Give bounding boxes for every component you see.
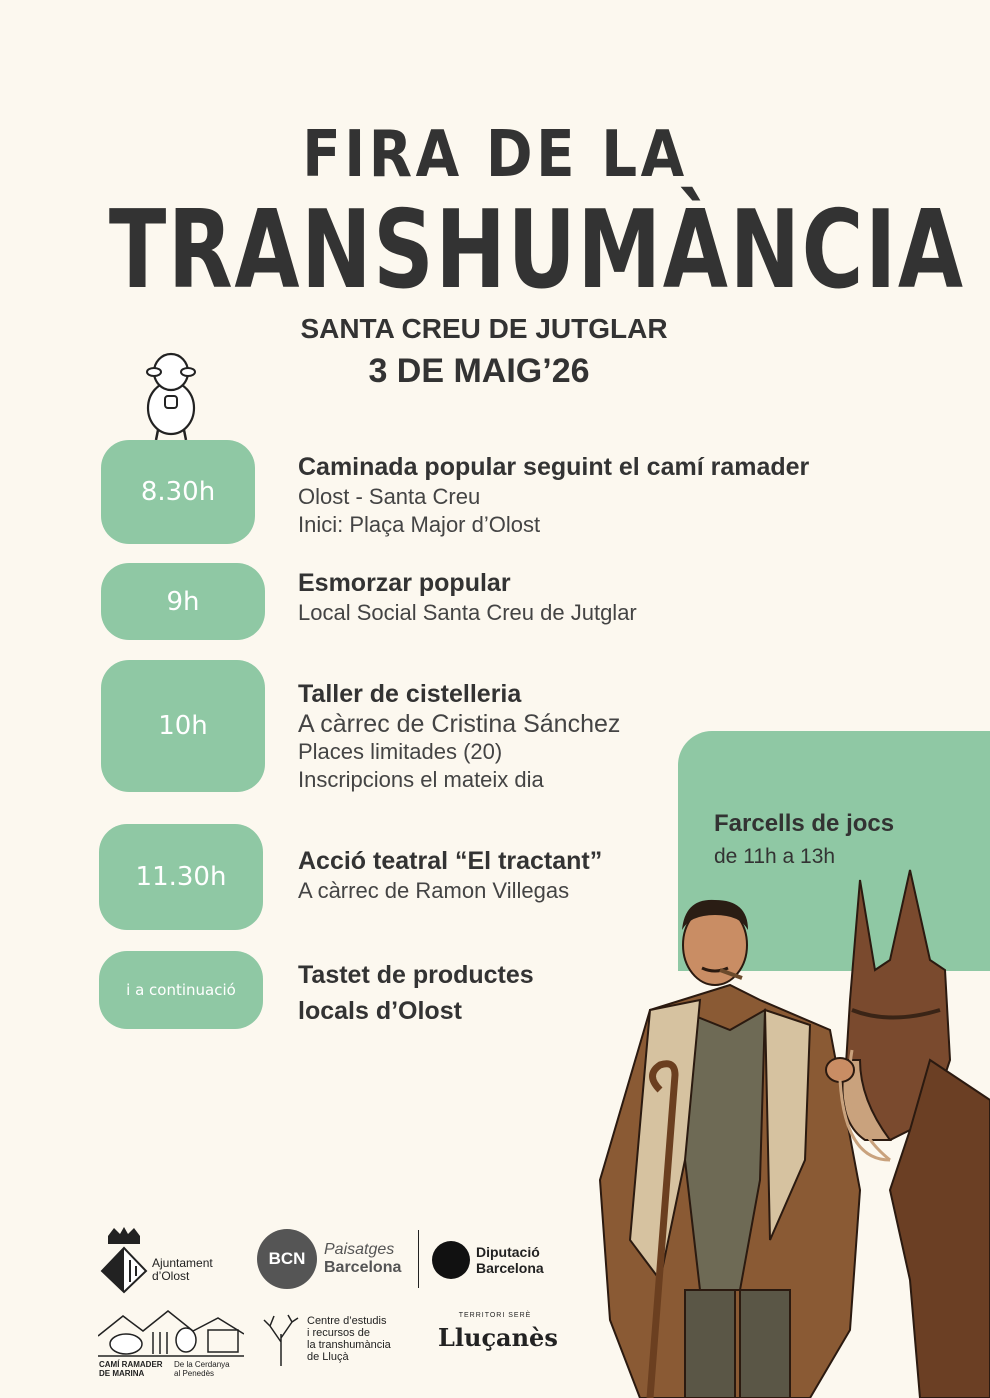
event-title: Caminada popular seguint el camí ramader (298, 453, 810, 481)
time-pill-2: 9h (101, 563, 265, 640)
llucanes-tagline: TERRITORI SERÈ (458, 1312, 532, 1319)
event-detail: Olost - Santa Creu (298, 484, 481, 509)
logo-text: i recursos de (307, 1327, 370, 1339)
logo-text: Diputació (476, 1244, 540, 1260)
logo-text: Barcelona (476, 1260, 544, 1276)
time-pill-1: 8.30h (101, 440, 255, 544)
sheep-icon (140, 350, 202, 442)
logo-text: CAMÍ RAMADER (99, 1360, 163, 1369)
logo-text: Ajuntament (152, 1256, 213, 1270)
event-2 (298, 568, 637, 627)
logo-divider (418, 1230, 419, 1288)
event-3 (298, 679, 620, 794)
side-event-title: Farcells de jocs (714, 810, 895, 837)
logo-text: al Penedès (174, 1369, 215, 1378)
side-event-time: de 11h a 13h (714, 845, 836, 868)
event-location: SANTA CREU DE JUTGLAR (300, 313, 668, 344)
ajuntament-olost-crest-icon (100, 1226, 148, 1294)
logo-text: DE MARINA (99, 1369, 145, 1378)
event-detail: Places limitades (20) (298, 739, 503, 764)
logo-text: d’Olost (152, 1269, 190, 1283)
event-1 (298, 452, 809, 539)
time-pill-3: 10h (101, 660, 265, 792)
diputacio-barcelona-icon (432, 1241, 470, 1279)
event-title: Esmorzar popular (298, 569, 511, 597)
logo-text: la transhumància (307, 1339, 391, 1351)
centre-estudis-logo (307, 1315, 391, 1363)
bcn-badge-logo: BCN (257, 1229, 317, 1289)
event-4 (298, 846, 602, 905)
logo-text: Centre d’estudis (307, 1315, 387, 1327)
event-title: Acció teatral “El tractant” (298, 847, 603, 875)
title-line-1: FIRA DE LA (302, 118, 688, 192)
logo-text: de Lluçà (307, 1351, 349, 1363)
cami-ramader-route (174, 1360, 230, 1378)
centre-estudis-tree-icon (262, 1314, 300, 1366)
time-pill-4: 11.30h (99, 824, 263, 930)
time-pill-5: i a continuació (99, 951, 263, 1029)
event-detail: A càrrec de Cristina Sánchez (298, 710, 621, 738)
title-line-2: TRANSHUMÀNCIA (108, 188, 965, 313)
event-date: 3 DE MAIG’26 (368, 352, 590, 390)
logo-text: Barcelona (324, 1259, 402, 1276)
event-5 (298, 957, 534, 1029)
llucanes-logo: Lluçanès (438, 1323, 558, 1352)
paisatges-barcelona-logo (324, 1241, 401, 1277)
man-with-mule-illustration (590, 860, 990, 1398)
logo-text: De la Cerdanya (174, 1360, 230, 1369)
event-detail: Inici: Plaça Major d’Olost (298, 512, 541, 537)
event-detail: Local Social Santa Creu de Jutglar (298, 600, 637, 625)
cami-ramader-landscape-icon (98, 1306, 244, 1362)
event-title: Tastet de productes (298, 961, 534, 989)
logo-text: Paisatges (324, 1241, 395, 1258)
ajuntament-olost-logo (152, 1257, 213, 1283)
event-title: locals d’Olost (298, 997, 462, 1025)
event-title: Taller de cistelleria (298, 680, 522, 708)
event-detail: Inscripcions el mateix dia (298, 767, 544, 792)
cami-ramader-logo (99, 1360, 163, 1378)
event-detail: A càrrec de Ramon Villegas (298, 878, 570, 903)
diputacio-barcelona-logo (476, 1244, 544, 1276)
